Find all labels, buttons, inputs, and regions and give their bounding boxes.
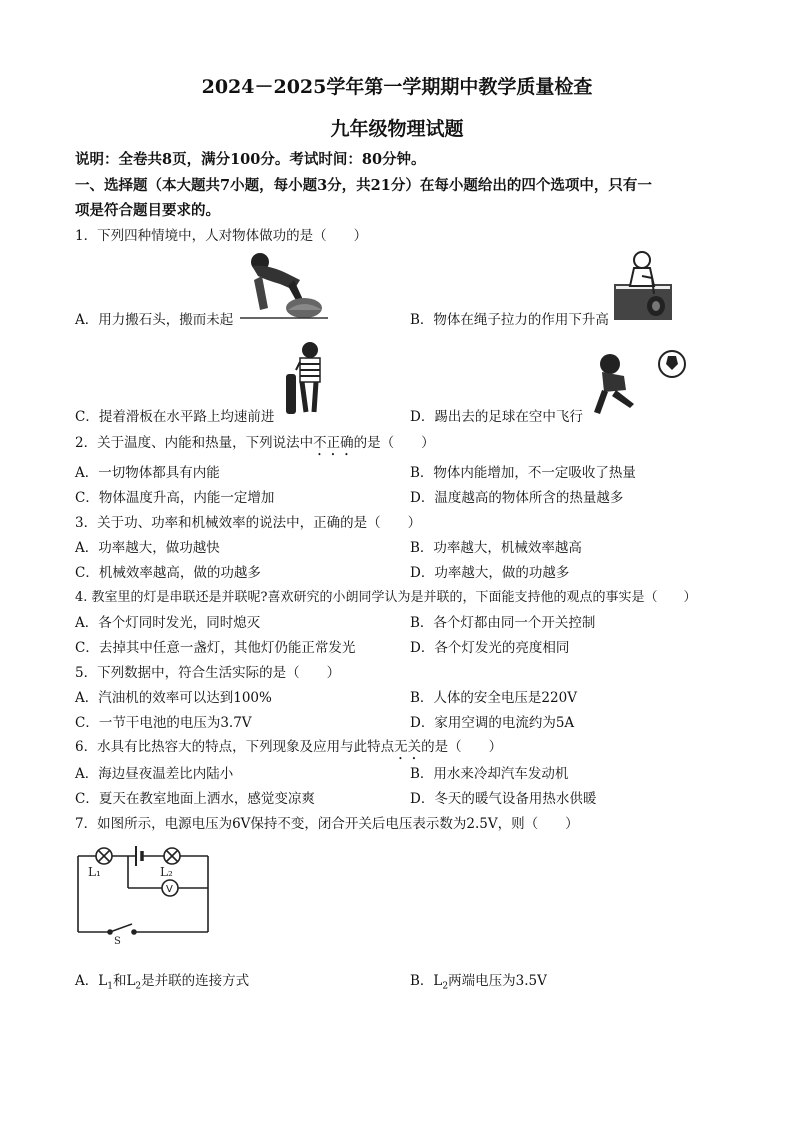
label-l1: L₁ xyxy=(88,865,101,879)
question-4-stem: 4. 教室里的灯是串联还是并联呢?喜欢研究的小朗同学认为是并联的，下面能支持他的观点的事实是（ ） xyxy=(75,590,697,605)
q3-option-d: D．功率越大，做的功越多 xyxy=(410,565,570,581)
question-3-stem: 3．关于功、功率和机械效率的说法中，正确的是（ ） xyxy=(75,515,422,531)
q6-option-c: C．夏天在教室地面上洒水，感觉变凉爽 xyxy=(75,791,315,807)
q3-option-a: A．功率越大，做功越快 xyxy=(75,540,220,556)
person-pulling-rope-illustration xyxy=(612,248,674,322)
q2-option-d: D．温度越高的物体所含的热量越多 xyxy=(410,490,624,506)
q4-option-a: A．各个灯同时发光，同时熄灭 xyxy=(75,615,261,631)
section-heading-line1: 一、选择题（本大题共7小题，每小题3分，共21分）在每小题给出的四个选项中，只有一 xyxy=(75,177,652,194)
q7-a-prefix: A． xyxy=(75,973,99,989)
q2-option-b: B．物体内能增加，不一定吸收了热量 xyxy=(410,465,636,481)
question-7-stem: 7．如图所示，电源电压为6V保持不变，闭合开关后电压表示数为2.5V，则（ ） xyxy=(75,816,579,832)
instructions: 说明：全卷共8页，满分100分。考试时间：80分钟。 xyxy=(75,151,426,168)
q5-option-d: D．家用空调的电流约为5A xyxy=(410,715,575,731)
q2-stem-post: 的是（ ） xyxy=(353,435,435,451)
q6-option-b: B．用水来冷却汽车发动机 xyxy=(410,766,569,782)
q7-a-mid: 和 xyxy=(112,973,127,989)
q3-option-c: C．机械效率越高，做的功越多 xyxy=(75,565,261,581)
q1-option-c: C．提着滑板在水平路上均速前进 xyxy=(75,409,275,425)
q6-stem-emphasis: 无关 xyxy=(394,739,422,755)
exam-title: 2024－2025学年第一学期期中教学质量检查 xyxy=(201,76,593,98)
q7-a-post: 是并联的连接方式 xyxy=(141,973,250,989)
q4-option-d: D．各个灯发光的亮度相同 xyxy=(410,640,570,656)
q4-option-c: C．去掉其中任意一盏灯，其他灯仍能正常发光 xyxy=(75,640,356,656)
q6-stem-post: 的是（ ） xyxy=(421,739,503,755)
q7-a-l1: L xyxy=(98,973,108,989)
q5-option-a: A．汽油机的效率可以达到100% xyxy=(75,690,272,706)
label-l2: L₂ xyxy=(160,865,173,879)
q7-b-post: 两端电压为3.5V xyxy=(448,973,547,989)
q2-option-c: C．物体温度升高，内能一定增加 xyxy=(75,490,275,506)
q1-option-d: D．踢出去的足球在空中飞行 xyxy=(410,409,583,425)
q1-option-a: A．用力搬石头，搬而未起 xyxy=(75,312,234,328)
person-carrying-skateboard-illustration xyxy=(280,340,336,418)
q7-option-b xyxy=(410,969,547,992)
q6-stem-pre: 6．水具有比热容大的特点，下列现象及应用与此特点 xyxy=(75,739,395,755)
question-6-stem xyxy=(75,735,502,763)
q2-option-a: A．一切物体都具有内能 xyxy=(75,465,220,481)
question-2-stem xyxy=(75,431,435,459)
q6-option-d: D．冬天的暖气设备用热水供暖 xyxy=(410,791,597,807)
person-kicking-football-illustration xyxy=(586,346,688,418)
person-lifting-stone-illustration xyxy=(238,250,330,320)
label-v: V xyxy=(166,884,173,895)
q7-a-l2: L xyxy=(126,973,136,989)
exam-subtitle: 九年级物理试题 xyxy=(330,118,464,140)
q2-stem-emphasis: 不正确 xyxy=(313,435,354,451)
question-5-stem: 5．下列数据中，符合生活实际的是（ ） xyxy=(75,665,341,681)
q7-b-sub: 2 xyxy=(442,981,449,992)
q5-option-c: C．一节干电池的电压为3.7V xyxy=(75,715,252,731)
q6-option-a: A．海边昼夜温差比内陆小 xyxy=(75,766,234,782)
label-s: S xyxy=(114,936,121,947)
circuit-diagram xyxy=(74,840,224,948)
q2-stem-pre: 2．关于温度、内能和热量，下列说法中 xyxy=(75,435,314,451)
q7-a-sub2: 2 xyxy=(135,981,142,992)
q7-b-prefix: B． xyxy=(410,973,434,989)
q3-option-b: B．功率越大，机械效率越高 xyxy=(410,540,582,556)
q4-option-b: B．各个灯都由同一个开关控制 xyxy=(410,615,596,631)
section-heading-line2: 项是符合题目要求的。 xyxy=(75,202,220,219)
q7-option-a xyxy=(75,969,249,992)
q1-option-b: B．物体在绳子拉力的作用下升高 xyxy=(410,312,609,328)
q7-b-l: L xyxy=(433,973,443,989)
question-1-stem: 1．下列四种情境中，人对物体做功的是（ ） xyxy=(75,228,368,244)
q7-a-sub1: 1 xyxy=(107,981,113,992)
q5-option-b: B．人体的安全电压是220V xyxy=(410,690,577,706)
